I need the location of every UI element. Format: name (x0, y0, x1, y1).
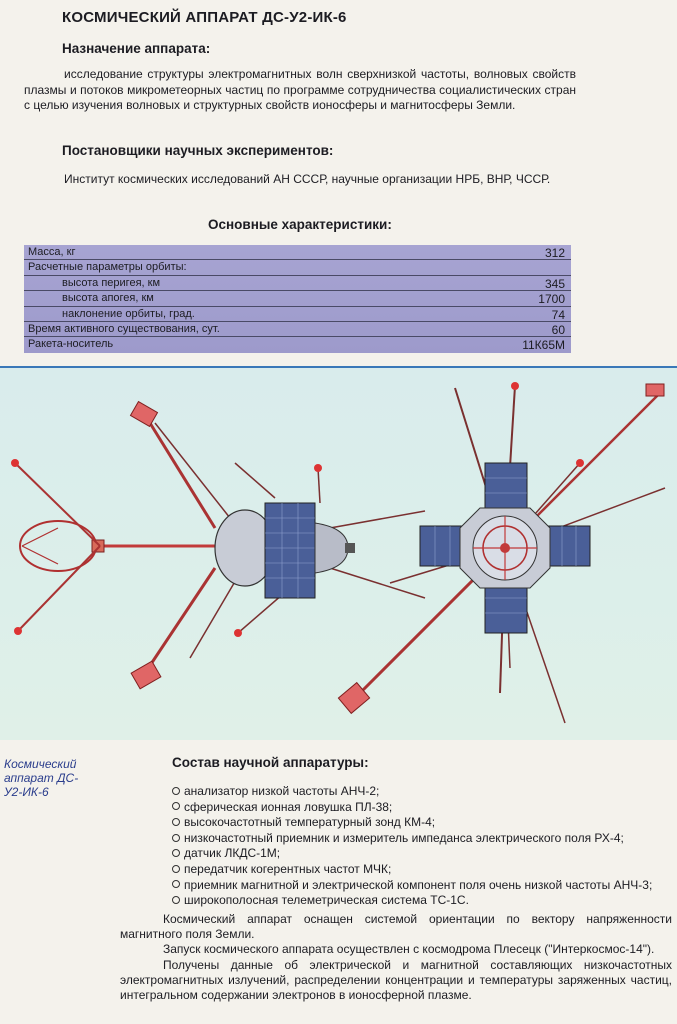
spec-label: Масса, кг (28, 246, 76, 258)
bullet-icon (172, 787, 180, 795)
spacecraft-drawing (0, 368, 677, 740)
bullet-icon (172, 865, 180, 873)
list-item (172, 800, 677, 816)
list-item (172, 784, 677, 800)
spec-value: 11К65М (522, 338, 565, 353)
spec-row-mass (24, 245, 571, 260)
apparatus-item: низкочастотный приемник и измеритель импеданса электрического поля РХ-4; (184, 830, 624, 845)
list-item (172, 831, 677, 847)
closing-paragraph: Запуск космического аппарата осуществлен с космодрома Плесецк ("Интеркосмос-14"). (163, 942, 655, 957)
list-item (172, 862, 677, 878)
spec-label: Время активного существования, сут. (28, 322, 220, 335)
page-title: КОСМИЧЕСКИЙ АППАРАТ ДС-У2-ИК-6 (62, 9, 347, 26)
apparatus-heading: Состав научной аппаратуры: (172, 755, 369, 770)
apparatus-item: высокочастотный температурный зонд КМ-4; (184, 815, 436, 830)
top-view (338, 382, 665, 723)
bullet-icon (172, 880, 180, 888)
purpose-text: исследование структуры электромагнитных волн сверхнизкой частоты, волновых свойств плазмы и потоков микрометеорных частиц по программе сотрудничества социалистических стран с целью изучения волновых и структурных свойств ионосферы и магнитосферы Земли. (24, 67, 576, 112)
apparatus-item: широкополосная телеметрическая система ТС-1С. (184, 893, 469, 908)
purpose-heading: Назначение аппарата: (62, 41, 211, 56)
spec-row-lifetime (24, 322, 571, 337)
spec-label: высота апогея, км (62, 292, 154, 305)
bullet-icon (172, 834, 180, 842)
list-item (172, 893, 677, 909)
closing-paragraph: Космический аппарат оснащен системой ориентации по вектору напряженности магнитного поля Земли. (120, 912, 672, 942)
spec-row-perigee (24, 276, 571, 291)
closing-text (120, 912, 672, 1003)
bullet-icon (172, 802, 180, 810)
apparatus-item: приемник магнитной и электрической компонент поля очень низкой частоты АНЧ-3; (184, 877, 653, 892)
list-item (172, 878, 677, 894)
spacecraft-illustration (0, 366, 677, 740)
spec-label: наклонение орбиты, град. (62, 307, 195, 320)
specs-table (24, 245, 571, 353)
bullet-icon (172, 818, 180, 826)
spec-value: 60 (551, 322, 565, 337)
apparatus-item: датчик ЛКДС-1М; (184, 846, 281, 861)
spec-value: 312 (544, 246, 565, 260)
list-item (172, 846, 677, 862)
spec-label: высота перигея, км (62, 276, 161, 289)
specs-heading: Основные характеристики: (208, 217, 392, 232)
bullet-icon (172, 896, 180, 904)
solar-panel (265, 503, 315, 598)
apparatus-list (172, 784, 677, 909)
bullet-icon (172, 849, 180, 857)
experimenters-text: Институт космических исследований АН СССР, научные организации НРБ, ВНР, ЧССР. (64, 172, 551, 186)
apparatus-item: передатчик когерентных частот МЧК; (184, 861, 392, 876)
spec-value: 345 (544, 276, 565, 291)
closing-paragraph: Получены данные об электрической и магнитной составляющих низкочастотных электромагнитных излучений, распределении концентрации и температуры заряженных частиц, интегральном содержании электронов в ионосферной плазме. (120, 957, 672, 1003)
spec-label: Ракета-носитель (28, 338, 114, 351)
side-view (11, 402, 425, 689)
apparatus-item: сферическая ионная ловушка ПЛ-38; (184, 799, 393, 814)
spec-row-orbit-params (24, 260, 571, 275)
list-item (172, 815, 677, 831)
spec-row-apogee (24, 291, 571, 306)
spec-value: 1700 (538, 292, 565, 307)
spec-row-launcher (24, 337, 571, 352)
apparatus-item: анализатор низкой частоты АНЧ-2; (184, 784, 380, 798)
spec-value: 74 (551, 307, 565, 322)
experimenters-heading: Постановщики научных экспериментов: (62, 143, 334, 158)
spec-label: Расчетные параметры орбиты: (28, 261, 187, 274)
illustration-caption: Космический аппарат ДС-У2-ИК-6 (4, 757, 79, 799)
spec-row-inclination (24, 307, 571, 322)
